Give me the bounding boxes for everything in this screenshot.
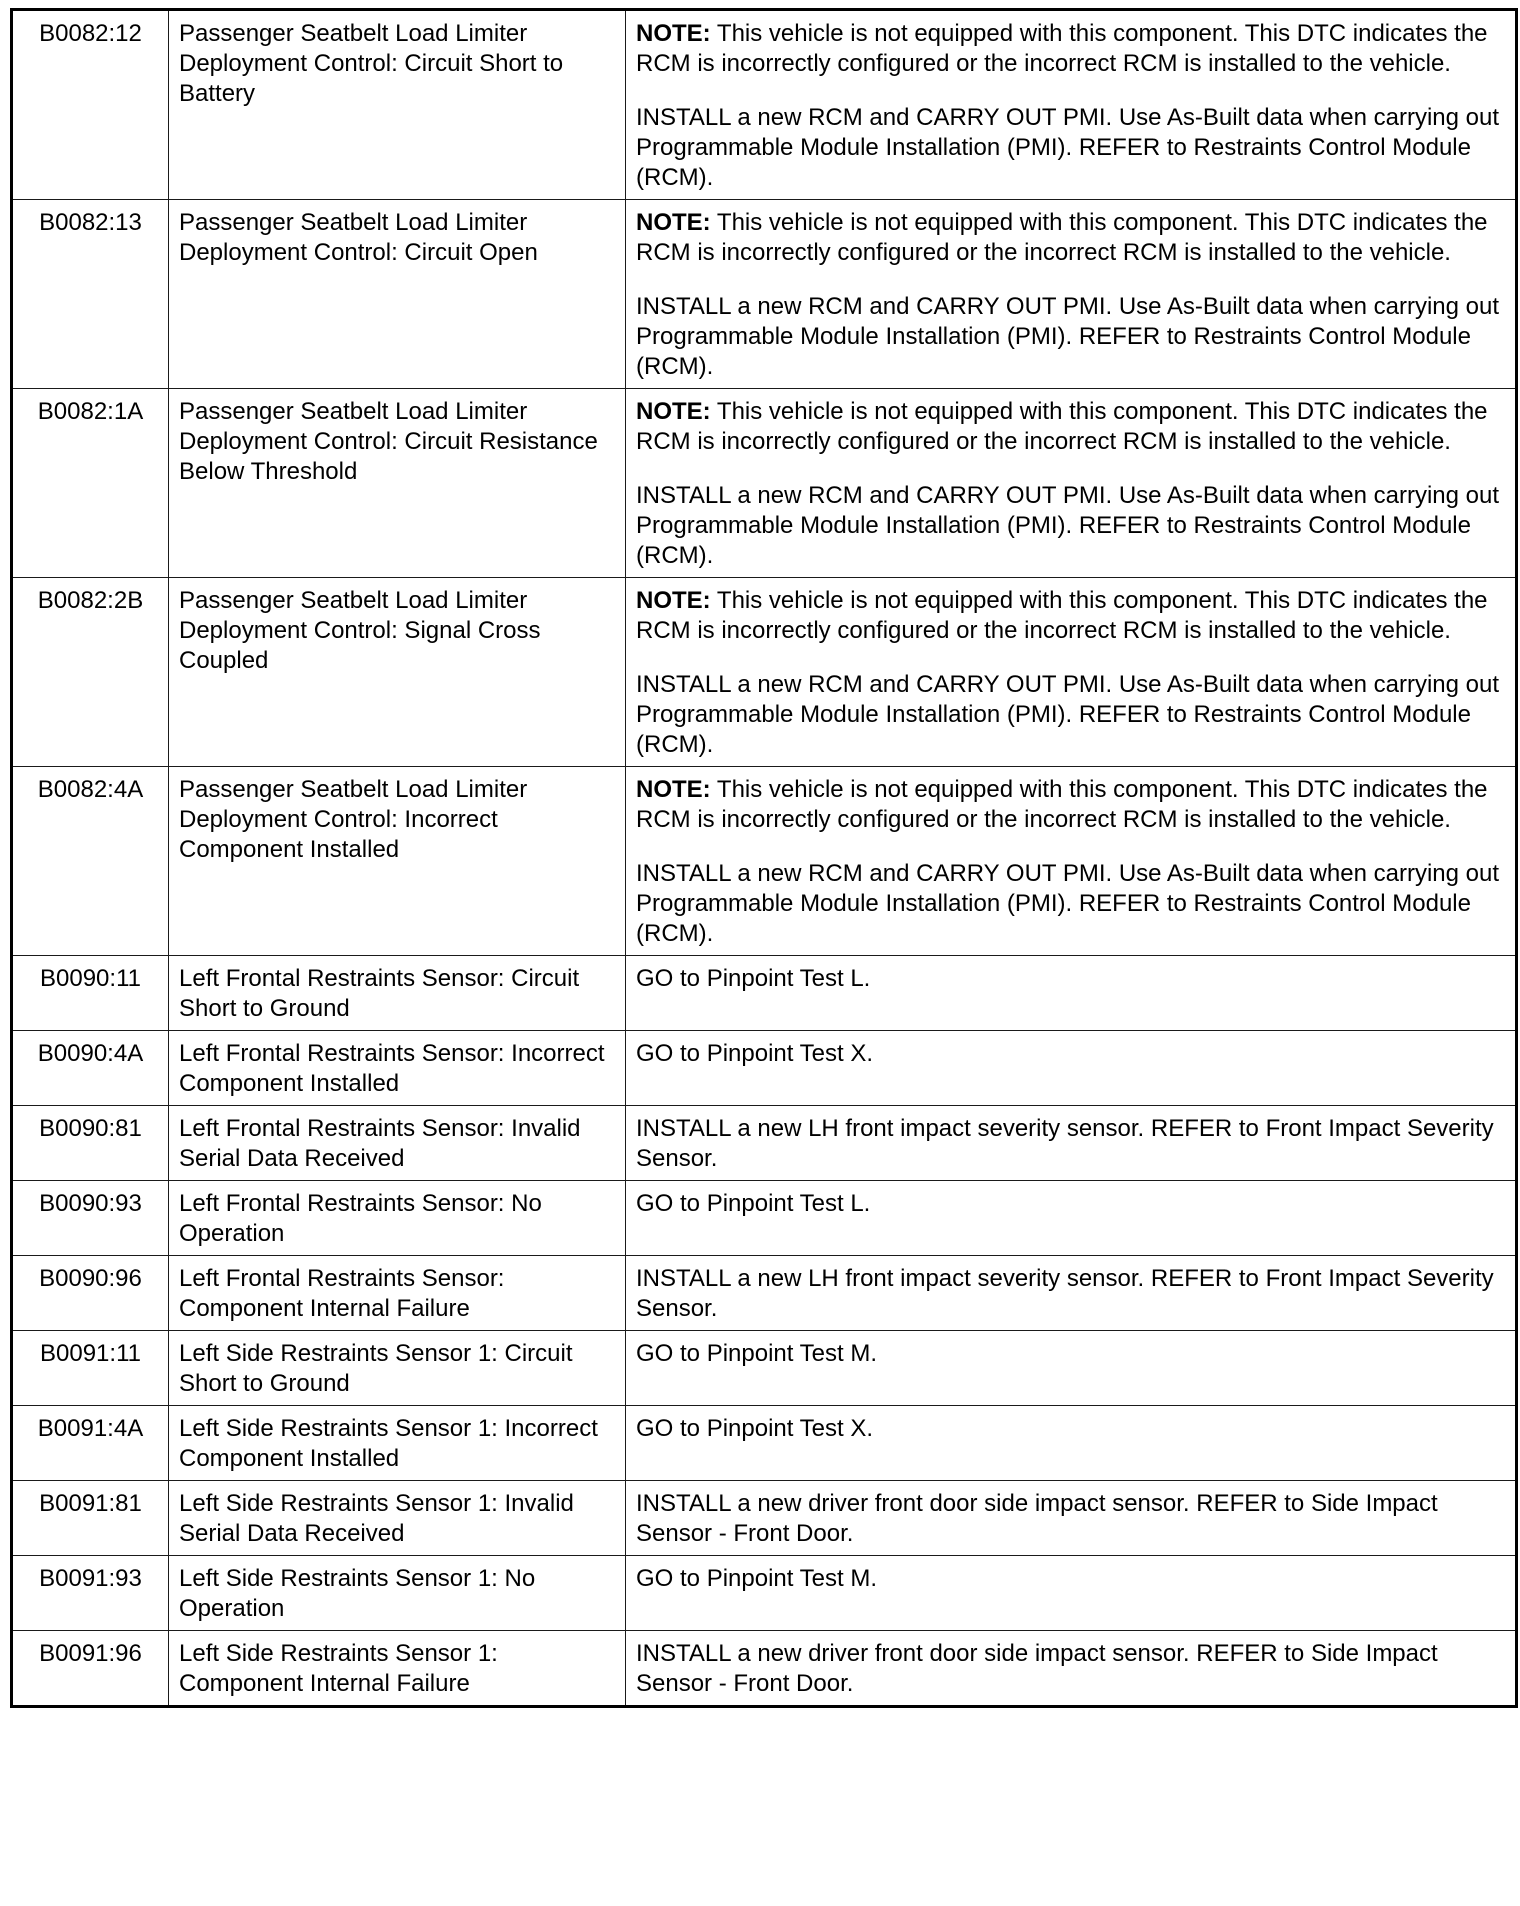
action-text: INSTALL a new RCM and CARRY OUT PMI. Use As-Built data when carrying out Programmable Module Installation (PMI). REFER to Restraints Control Module (RCM). xyxy=(636,860,1500,947)
dtc-code-cell: B0091:81 xyxy=(12,1481,169,1556)
dtc-description-cell: Left Frontal Restraints Sensor: Circuit Short to Ground xyxy=(169,956,626,1031)
dtc-description-cell: Passenger Seatbelt Load Limiter Deployment Control: Circuit Short to Battery xyxy=(169,10,626,200)
dtc-code-cell: B0082:13 xyxy=(12,200,169,389)
table-row xyxy=(12,956,1517,1031)
dtc-code-cell: B0090:93 xyxy=(12,1181,169,1256)
table-row xyxy=(12,1481,1517,1556)
note-paragraph xyxy=(636,586,1503,646)
dtc-table-body xyxy=(12,10,1517,1707)
dtc-code-cell: B0090:81 xyxy=(12,1106,169,1181)
action-text: INSTALL a new LH front impact severity sensor. REFER to Front Impact Severity Sensor. xyxy=(636,1115,1494,1172)
action-text: GO to Pinpoint Test M. xyxy=(636,1340,877,1367)
action-text: GO to Pinpoint Test L. xyxy=(636,965,871,992)
dtc-action-cell xyxy=(626,1106,1517,1181)
dtc-action-cell xyxy=(626,10,1517,200)
dtc-action-cell xyxy=(626,1631,1517,1707)
action-text: GO to Pinpoint Test X. xyxy=(636,1415,874,1442)
dtc-description-cell: Left Frontal Restraints Sensor: Invalid Serial Data Received xyxy=(169,1106,626,1181)
action-text: INSTALL a new LH front impact severity sensor. REFER to Front Impact Severity Sensor. xyxy=(636,1265,1494,1322)
note-text: This vehicle is not equipped with this component. This DTC indicates the RCM is incorrectly configured or the incorrect RCM is installed to the vehicle. xyxy=(636,398,1488,455)
note-paragraph xyxy=(636,397,1503,457)
dtc-action-cell xyxy=(626,389,1517,578)
dtc-action-cell xyxy=(626,956,1517,1031)
note-label: NOTE: xyxy=(636,20,711,47)
table-row xyxy=(12,1556,1517,1631)
dtc-code-cell: B0082:1A xyxy=(12,389,169,578)
table-row xyxy=(12,767,1517,956)
note-text: This vehicle is not equipped with this component. This DTC indicates the RCM is incorrectly configured or the incorrect RCM is installed to the vehicle. xyxy=(636,587,1488,644)
dtc-description-cell: Passenger Seatbelt Load Limiter Deployment Control: Incorrect Component Installed xyxy=(169,767,626,956)
action-text: INSTALL a new RCM and CARRY OUT PMI. Use As-Built data when carrying out Programmable Module Installation (PMI). REFER to Restraints Control Module (RCM). xyxy=(636,293,1500,380)
note-paragraph xyxy=(636,208,1503,268)
note-label: NOTE: xyxy=(636,587,711,614)
dtc-code-cell: B0091:4A xyxy=(12,1406,169,1481)
dtc-description-cell: Left Frontal Restraints Sensor: Component Internal Failure xyxy=(169,1256,626,1331)
dtc-code-cell: B0090:4A xyxy=(12,1031,169,1106)
action-text: INSTALL a new RCM and CARRY OUT PMI. Use As-Built data when carrying out Programmable Module Installation (PMI). REFER to Restraints Control Module (RCM). xyxy=(636,671,1500,758)
table-row xyxy=(12,389,1517,578)
note-paragraph xyxy=(636,775,1503,835)
note-label: NOTE: xyxy=(636,398,711,425)
dtc-description-cell: Passenger Seatbelt Load Limiter Deployment Control: Circuit Open xyxy=(169,200,626,389)
table-row xyxy=(12,10,1517,200)
dtc-code-cell: B0091:11 xyxy=(12,1331,169,1406)
note-paragraph xyxy=(636,19,1503,79)
dtc-action-cell xyxy=(626,200,1517,389)
action-text: INSTALL a new RCM and CARRY OUT PMI. Use As-Built data when carrying out Programmable Module Installation (PMI). REFER to Restraints Control Module (RCM). xyxy=(636,482,1500,569)
dtc-description-cell: Left Frontal Restraints Sensor: No Operation xyxy=(169,1181,626,1256)
note-label: NOTE: xyxy=(636,209,711,236)
dtc-action-cell xyxy=(626,1031,1517,1106)
dtc-code-cell: B0082:2B xyxy=(12,578,169,767)
table-row xyxy=(12,1331,1517,1406)
dtc-action-cell xyxy=(626,767,1517,956)
table-row xyxy=(12,578,1517,767)
action-text: GO to Pinpoint Test M. xyxy=(636,1565,877,1592)
dtc-action-cell xyxy=(626,1331,1517,1406)
dtc-action-cell xyxy=(626,1481,1517,1556)
dtc-description-cell: Left Side Restraints Sensor 1: Component Internal Failure xyxy=(169,1631,626,1707)
dtc-code-cell: B0082:4A xyxy=(12,767,169,956)
table-row xyxy=(12,1406,1517,1481)
table-row xyxy=(12,1631,1517,1707)
dtc-description-cell: Left Side Restraints Sensor 1: Incorrect Component Installed xyxy=(169,1406,626,1481)
dtc-code-cell: B0082:12 xyxy=(12,10,169,200)
note-text: This vehicle is not equipped with this component. This DTC indicates the RCM is incorrectly configured or the incorrect RCM is installed to the vehicle. xyxy=(636,776,1488,833)
dtc-description-cell: Passenger Seatbelt Load Limiter Deployment Control: Signal Cross Coupled xyxy=(169,578,626,767)
dtc-description-cell: Left Frontal Restraints Sensor: Incorrect Component Installed xyxy=(169,1031,626,1106)
dtc-action-cell xyxy=(626,1406,1517,1481)
dtc-description-cell: Left Side Restraints Sensor 1: Circuit Short to Ground xyxy=(169,1331,626,1406)
dtc-action-cell xyxy=(626,1556,1517,1631)
dtc-code-cell: B0090:96 xyxy=(12,1256,169,1331)
dtc-code-cell: B0090:11 xyxy=(12,956,169,1031)
table-row xyxy=(12,1031,1517,1106)
dtc-action-cell xyxy=(626,578,1517,767)
table-row xyxy=(12,200,1517,389)
dtc-code-cell: B0091:93 xyxy=(12,1556,169,1631)
action-text: INSTALL a new driver front door side impact sensor. REFER to Side Impact Sensor - Front Door. xyxy=(636,1640,1438,1697)
dtc-description-cell: Passenger Seatbelt Load Limiter Deployment Control: Circuit Resistance Below Threshold xyxy=(169,389,626,578)
table-row xyxy=(12,1181,1517,1256)
dtc-description-cell: Left Side Restraints Sensor 1: Invalid Serial Data Received xyxy=(169,1481,626,1556)
action-text: INSTALL a new driver front door side impact sensor. REFER to Side Impact Sensor - Front Door. xyxy=(636,1490,1438,1547)
dtc-description-cell: Left Side Restraints Sensor 1: No Operation xyxy=(169,1556,626,1631)
dtc-action-cell xyxy=(626,1181,1517,1256)
action-text: GO to Pinpoint Test L. xyxy=(636,1190,871,1217)
table-row xyxy=(12,1106,1517,1181)
dtc-action-cell xyxy=(626,1256,1517,1331)
dtc-code-cell: B0091:96 xyxy=(12,1631,169,1707)
note-label: NOTE: xyxy=(636,776,711,803)
note-text: This vehicle is not equipped with this component. This DTC indicates the RCM is incorrectly configured or the incorrect RCM is installed to the vehicle. xyxy=(636,209,1488,266)
action-text: INSTALL a new RCM and CARRY OUT PMI. Use As-Built data when carrying out Programmable Module Installation (PMI). REFER to Restraints Control Module (RCM). xyxy=(636,104,1500,191)
dtc-table xyxy=(10,8,1518,1708)
action-text: GO to Pinpoint Test X. xyxy=(636,1040,874,1067)
table-row xyxy=(12,1256,1517,1331)
note-text: This vehicle is not equipped with this component. This DTC indicates the RCM is incorrectly configured or the incorrect RCM is installed to the vehicle. xyxy=(636,20,1488,77)
